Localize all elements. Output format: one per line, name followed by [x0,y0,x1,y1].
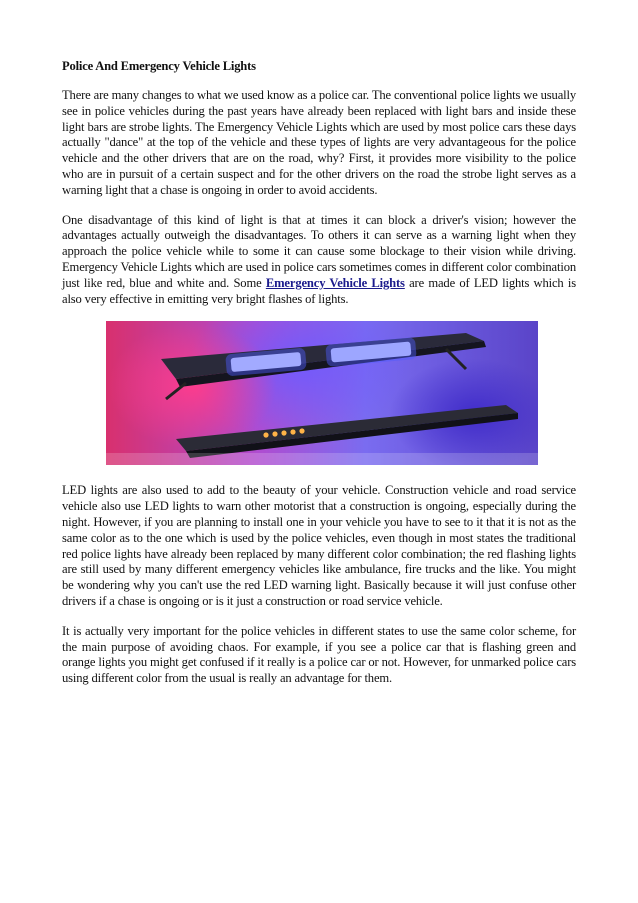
emergency-vehicle-lights-link[interactable]: Emergency Vehicle Lights [265,275,405,290]
paragraph-4: It is actually very important for the police vehicles in different states to use the same color scheme, for the main purpose of avoiding chaos. For example, if you see a police car that is flashing green and orange lights you might get confused if it really is a police car or not. However, for unmarked police cars using different color from the usual is really an advantage for them. [62,623,576,686]
paragraph-2 [62,213,576,308]
document-page [62,58,576,701]
paragraph-2-text-before: One disadvantage of this kind of light is that at times it can block a driver's vision; however the advantages actually outweigh the disadvantages. To others it can serve as a warning light when they approach the police vehicle while to some it can cause some blockage to their vision while driving. Emergency Vehicle Lights which are used in police cars sometimes comes in different color combination just like red, blue and white and. Some [62,212,576,290]
lower-light-bar [176,405,518,451]
page-title: Police And Emergency Vehicle Lights [62,59,256,73]
paragraph-1: There are many changes to what we used know as a police car. The conventional police lights we usually see in police vehicles during the past years have already been replaced with light bars and inside these light bars are strobe lights. The Emergency Vehicle Lights which are used by most police cars these days actually "dance" at the top of the vehicle and these types of lights are very advantageous for the police vehicle and the other drivers that are on the road, why? First, it provides more visibility to the police who are in pursuit of a certain suspect and for the other drivers on the road the strobe light serves as a warning light that a chase is ongoing in order to avoid accidents. [62,88,576,197]
paragraph-2-text-after: are made of LED lights which is also very effective in emitting very bright flashes of lights. [62,275,576,306]
led-light-bar-illustration [106,321,538,465]
amber-led [263,433,268,438]
led-light-bar-photo [106,321,538,465]
paragraph-3: LED lights are also used to add to the beauty of your vehicle. Construction vehicle and road service vehicle also use LED lights to warn other motorist that a construction is ongoing, especially during the night. However, if you are planning to install one in your vehicle you have to see to it that it is not as the same color as to the one which is used by the police vehicles, even though in most states the traditional red police lights have already been replaced by many different color combination; the red flashing lights are still used by many different emergency vehicles like ambulance, fire trucks and the like. You might be wondering why you can't use the red LED warning light. Basically because it will just confuse other drivers if a chase is ongoing or is it just a construction or road service vehicle. [62,483,576,608]
upper-light-bar [161,333,484,379]
